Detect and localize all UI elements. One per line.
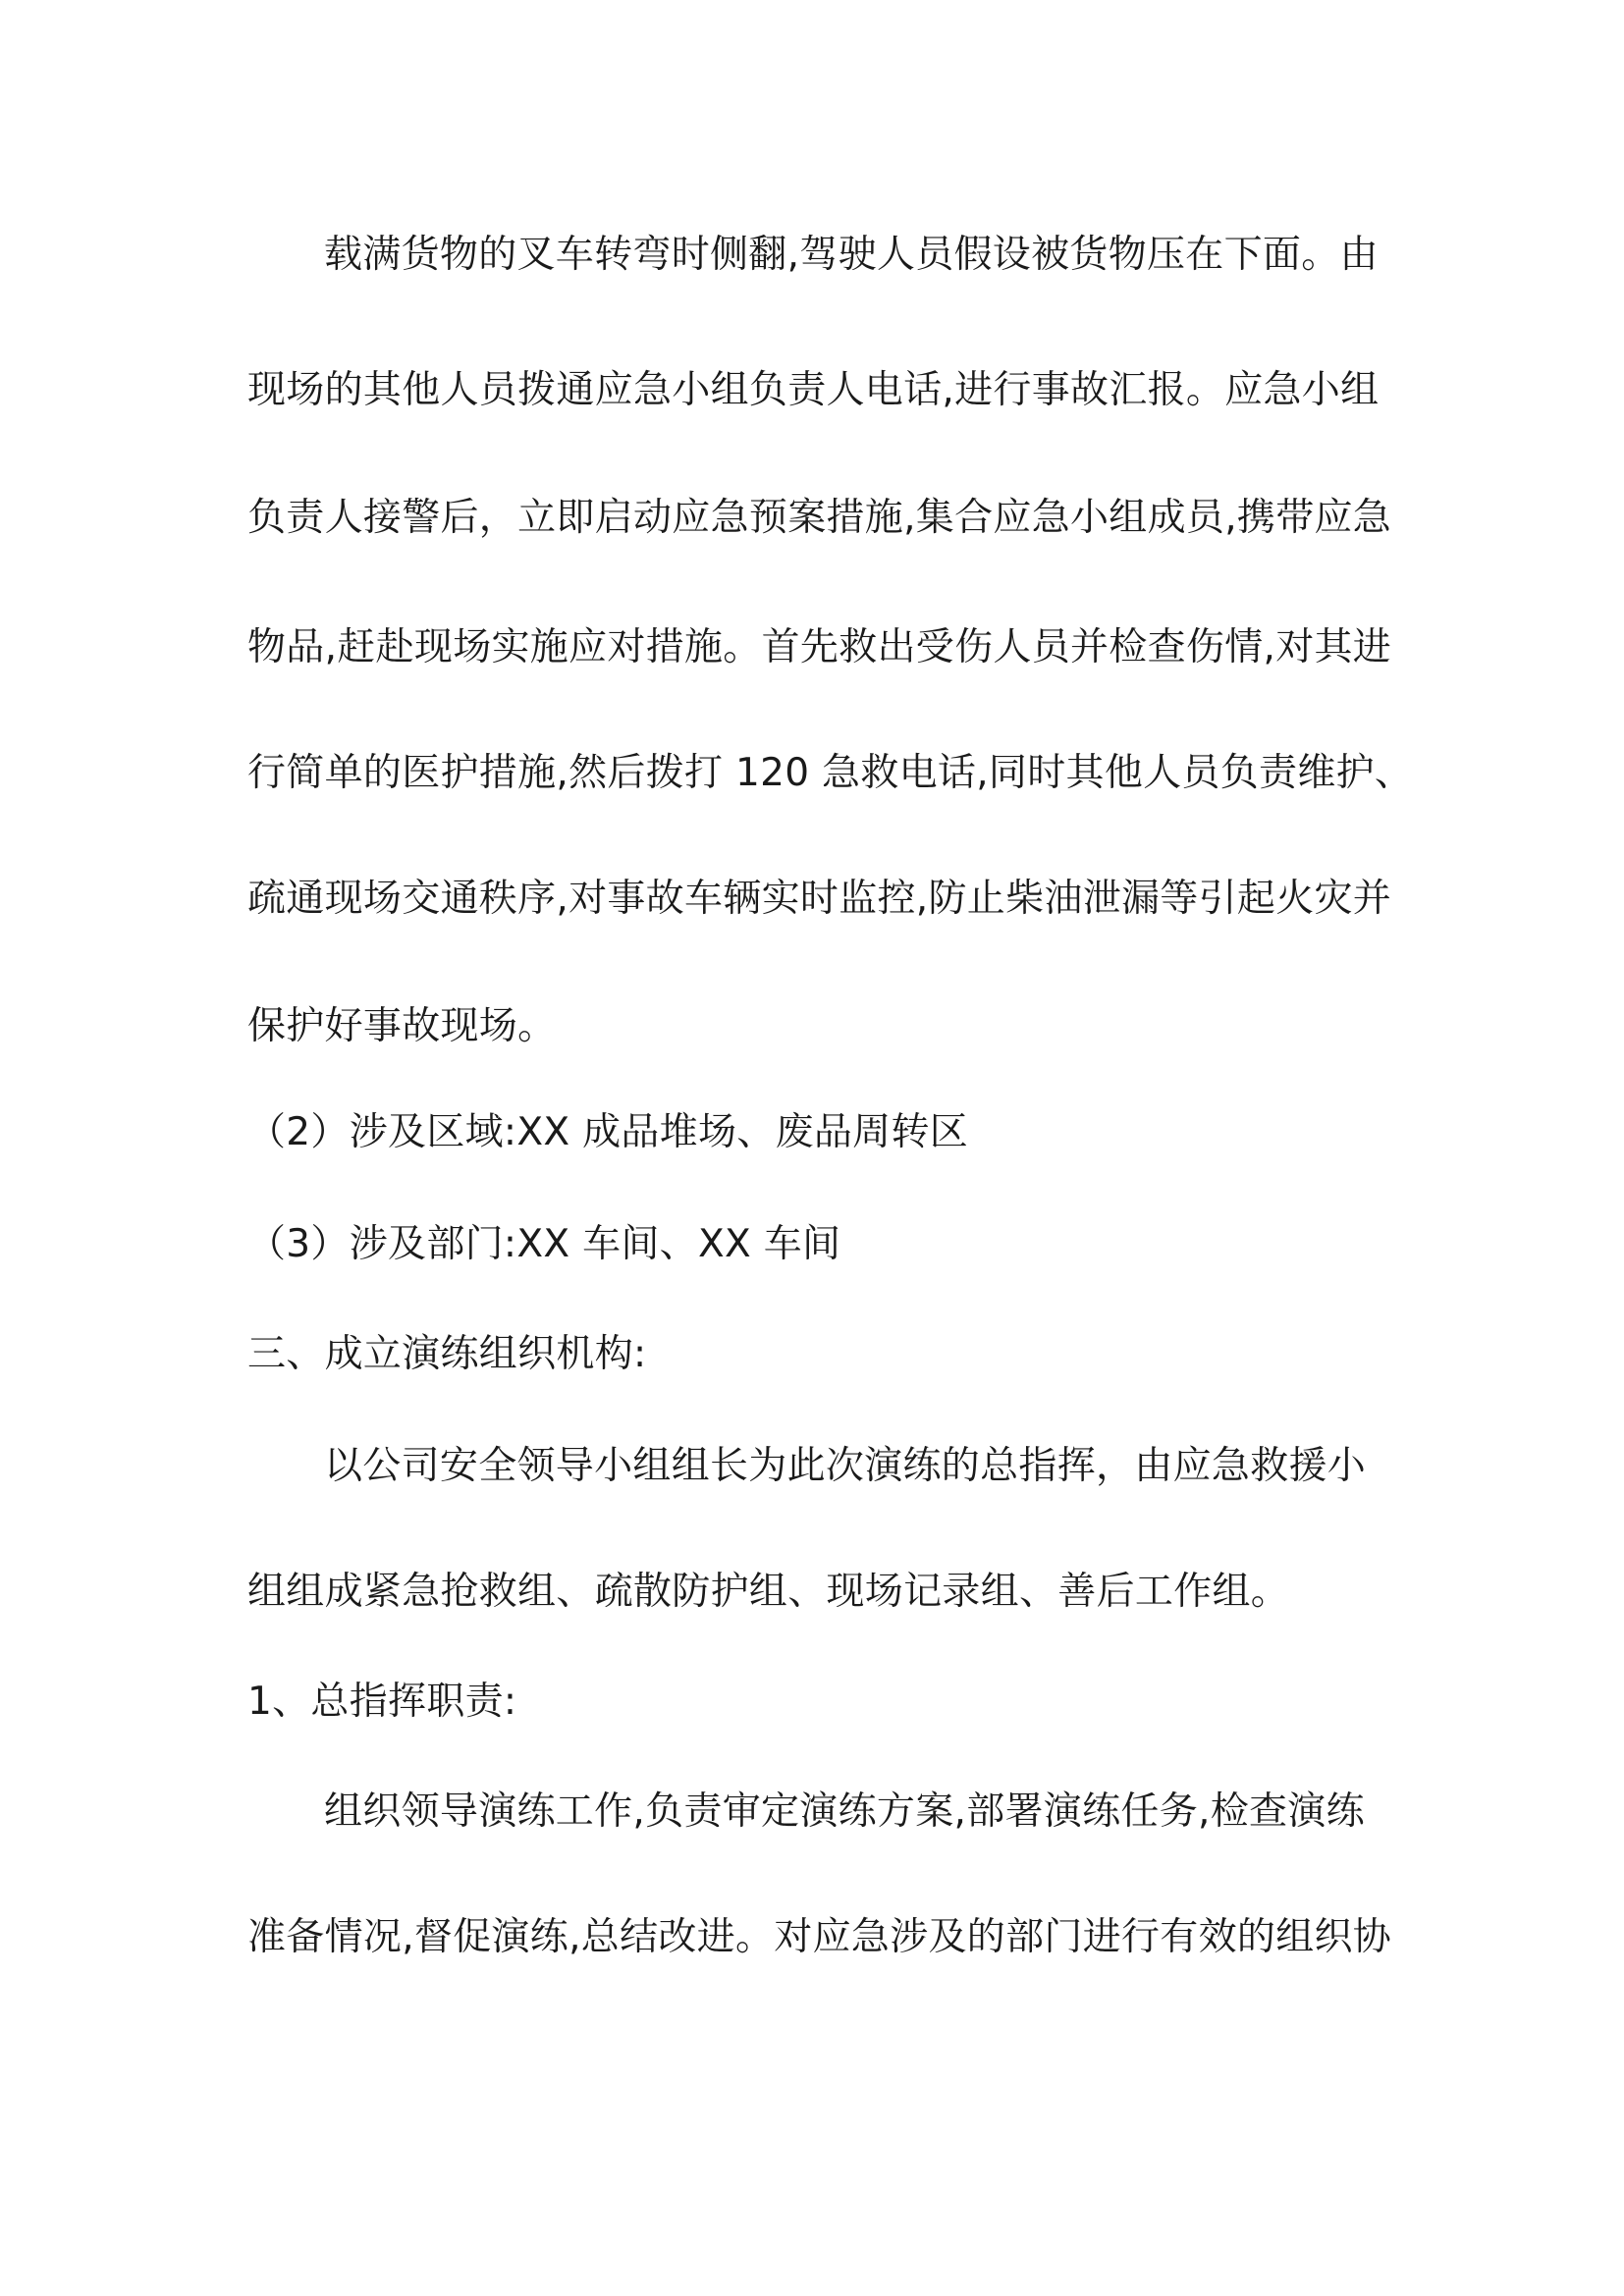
paragraph-line: 物品,赶赴现场实施应对措施。首先救出受伤人员并检查伤情,对其进 bbox=[247, 625, 1392, 669]
paragraph-line: 负责人接警后，立即启动应急预案措施,集合应急小组成员,携带应急 bbox=[247, 496, 1392, 540]
paragraph-line: 疏通现场交通秩序,对事故车辆实时监控,防止柴油泄漏等引起火灾并 bbox=[247, 877, 1392, 921]
section-heading: 三、成立演练组织机构: bbox=[247, 1332, 647, 1376]
paragraph-line: 以公司安全领导小组组长为此次演练的总指挥，由应急救援小 bbox=[324, 1444, 1367, 1488]
subsection-heading: 1、总指挥职责: bbox=[247, 1680, 517, 1724]
paragraph-line: 组织领导演练工作,负责审定演练方案,部署演练任务,检查演练 bbox=[324, 1789, 1365, 1834]
paragraph-line: 载满货物的叉车转弯时侧翻,驾驶人员假设被货物压在下面。由 bbox=[324, 233, 1379, 277]
paragraph-line: 行简单的医护措施,然后拨打 120 急救电话,同时其他人员负责维护、 bbox=[247, 751, 1414, 795]
list-item-region: （2）涉及区域:XX 成品堆场、废品周转区 bbox=[247, 1110, 969, 1154]
paragraph-line: 组组成紧急抢救组、疏散防护组、现场记录组、善后工作组。 bbox=[247, 1570, 1290, 1614]
paragraph-line: 现场的其他人员拨通应急小组负责人电话,进行事故汇报。应急小组 bbox=[247, 368, 1380, 412]
paragraph-line: 准备情况,督促演练,总结改进。对应急涉及的部门进行有效的组织协 bbox=[247, 1915, 1392, 1959]
list-item-department: （3）涉及部门:XX 车间、XX 车间 bbox=[247, 1222, 841, 1266]
paragraph-line: 保护好事故现场。 bbox=[247, 1004, 557, 1048]
